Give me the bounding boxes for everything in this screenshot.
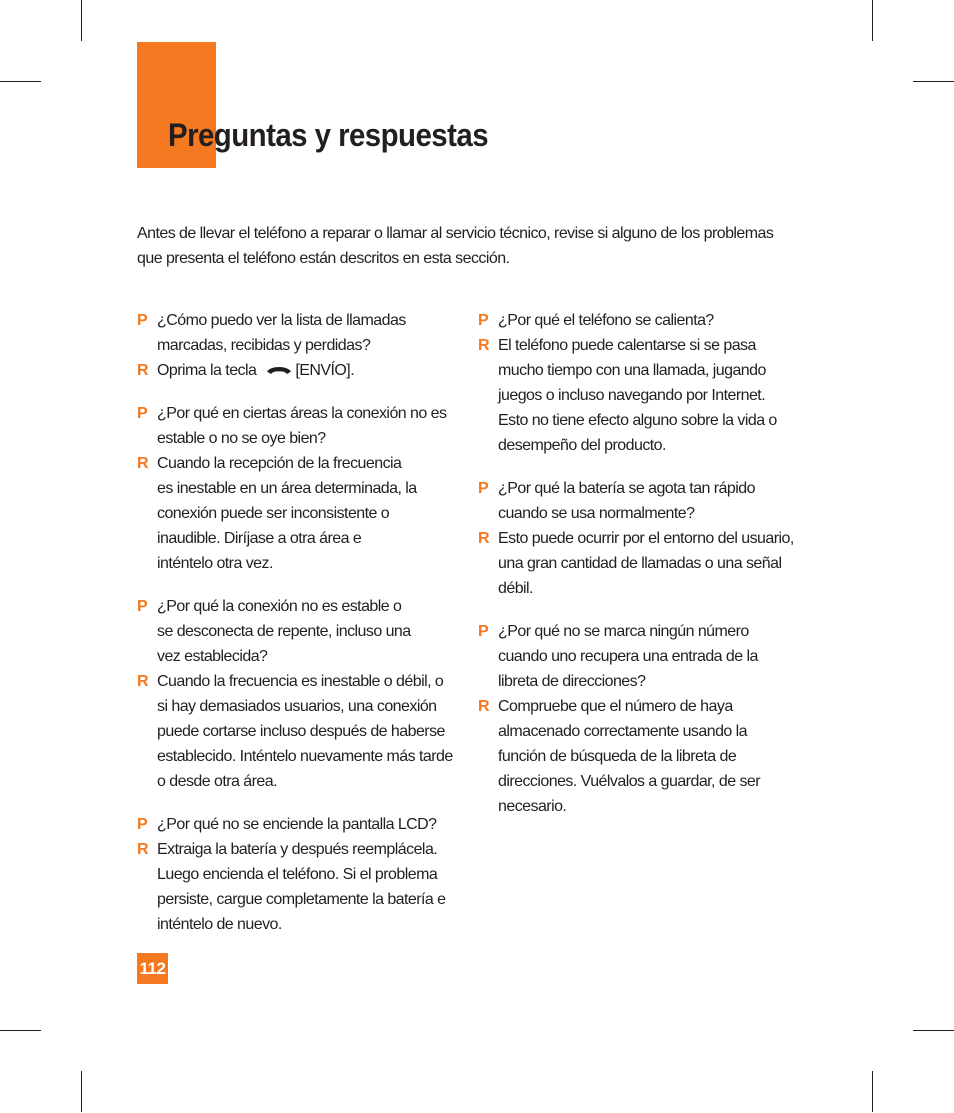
question-text: ¿Por qué no se enciende la pantalla LCD? — [157, 816, 437, 834]
answer-text: Esto puede ocurrir por el entorno del usuario, una gran cantidad de llamadas o una señal débil. — [498, 530, 794, 597]
crop-mark — [81, 1071, 82, 1112]
answer — [478, 694, 798, 819]
qa-item — [478, 308, 798, 458]
crop-mark — [913, 81, 954, 82]
answer — [137, 669, 457, 794]
question-marker: P — [478, 480, 489, 497]
question — [137, 308, 457, 358]
question-marker: P — [137, 405, 148, 423]
answer-marker: R — [137, 841, 149, 859]
question-marker: P — [137, 312, 148, 329]
page-title: Preguntas y respuestas — [168, 117, 489, 153]
question-text: ¿Cómo puedo ver la lista de llamadas marcadas, recibidas y perdidas? — [157, 312, 406, 354]
left-column — [137, 308, 457, 955]
crop-mark — [872, 0, 873, 41]
answer — [137, 451, 457, 576]
answer-text: Cuando la recepción de la frecuencia es inestable en un área determinada, la conexión puede ser inconsistente o inaudible. Diríjase a otra área e inténtelo otra vez. — [157, 455, 417, 573]
question — [478, 476, 798, 526]
page-number: 112 — [137, 953, 168, 984]
intro-paragraph: Antes de llevar el teléfono a reparar o llamar al servicio técnico, revise si alguno de los problemas que presenta el teléfono están descritos en esta sección. — [137, 225, 774, 267]
qa-item — [478, 476, 798, 601]
answer-text — [157, 358, 457, 383]
answer-marker: R — [137, 673, 149, 691]
answer — [478, 333, 798, 458]
question-marker: P — [478, 312, 489, 329]
right-column — [478, 308, 798, 837]
crop-mark — [913, 1030, 954, 1031]
qa-item — [478, 619, 798, 819]
answer — [137, 837, 457, 937]
question — [137, 812, 457, 837]
question-marker: P — [137, 816, 148, 834]
question-text: ¿Por qué la conexión no es estable o se desconecta de repente, incluso una vez establecida? — [157, 598, 411, 666]
crop-mark — [872, 1071, 873, 1112]
answer-text: Extraiga la batería y después reemplácela. Luego encienda el teléfono. Si el problema persiste, cargue completamente la batería e inténtelo de nuevo. — [157, 841, 446, 934]
answer — [137, 358, 457, 383]
question-text: ¿Por qué en ciertas áreas la conexión no es estable o no se oye bien? — [157, 405, 447, 448]
answer-text: El teléfono puede calentarse si se pasa mucho tiempo con una llamada, jugando juegos o incluso navegando por Internet. Esto no tiene efecto alguno sobre la vida o desempeño del producto. — [498, 337, 777, 454]
crop-mark — [0, 1030, 41, 1031]
answer-text: Compruebe que el número de haya almacenado correctamente usando la función de búsqueda de la libreta de direcciones. Vuélvalos a guardar, de ser necesario. — [498, 698, 761, 815]
answer-marker: R — [478, 530, 490, 547]
qa-item — [137, 401, 457, 576]
answer-text-before-icon: Oprima la tecla — [157, 362, 257, 379]
question — [137, 401, 457, 451]
answer — [478, 526, 798, 601]
qa-item — [137, 308, 457, 383]
question-marker: P — [478, 623, 489, 640]
answer-marker: R — [137, 362, 149, 379]
answer-text: Cuando la frecuencia es inestable o débil, o si hay demasiados usuarios, una conexión puede cortarse incluso después de haberse establecido. Inténtelo nuevamente más tarde o desde otra área. — [157, 673, 453, 791]
crop-mark — [0, 81, 41, 82]
answer-marker: R — [137, 455, 149, 473]
qa-item — [137, 812, 457, 937]
question-marker: P — [137, 598, 148, 616]
question — [478, 619, 798, 694]
answer-marker: R — [478, 337, 490, 354]
question — [478, 308, 798, 333]
qa-item — [137, 594, 457, 794]
answer-text-after-icon: [ENVÍO]. — [295, 362, 355, 379]
answer-marker: R — [478, 698, 490, 715]
question — [137, 594, 457, 669]
question-text: ¿Por qué el teléfono se calienta? — [498, 312, 714, 329]
question-text: ¿Por qué no se marca ningún número cuando uno recupera una entrada de la libreta de direcciones? — [498, 623, 758, 690]
send-key-icon — [266, 358, 292, 383]
crop-mark — [81, 0, 82, 41]
question-text: ¿Por qué la batería se agota tan rápido cuando se usa normalmente? — [498, 480, 755, 522]
